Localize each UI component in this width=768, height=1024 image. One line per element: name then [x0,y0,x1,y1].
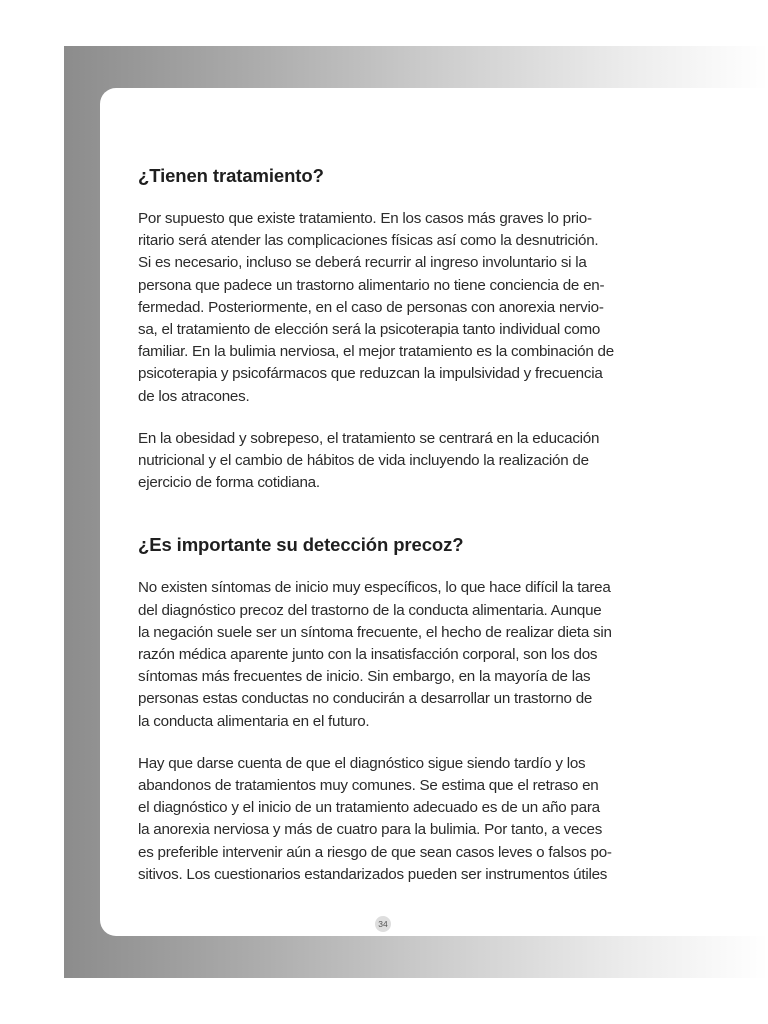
paragraph-treatment-2: En la obesidad y sobrepeso, el tratamiento se centrará en la educación nutricional y el cambio de hábitos de vida incluyendo la realización de ejercicio de forma cotidiana. [138,429,600,492]
section-heading-treatment: ¿Tienen tratamiento? [138,165,324,186]
paragraph-detection-1: No existen síntomas de inicio muy específicos, lo que hace difícil la tarea del diagnóstico precoz del trastorno de la conducta alimentaria. Aunque la negación suele ser un síntoma frecuente, el hecho de realizar dieta sin razón médica aparente junto con la insatisfacción corporal, son los dos síntomas más frecuentes de inicio. Sin embargo, en la mayoría de las personas estas conductas no conducirán a desarrollar un trastorno de la conducta alimentaria en el futuro. [138,579,612,730]
section-heading-early-detection: ¿Es importante su detección precoz? [138,534,464,556]
paragraph-detection-2: Hay que darse cuenta de que el diagnóstico sigue siendo tardío y los abandonos de tratamientos muy comunes. Se estima que el retraso en el diagnóstico y el inicio de un tratamiento adecuado es de un año para la anorexia nerviosa y más de cuatro para la bulimia. Por tanto, a veces es preferible intervenir aún a riesgo de que sean casos leves o falsos po- sitivos. Los cuestionarios estandarizados pueden ser instrumentos útiles [138,754,612,883]
page-content [138,163,630,886]
paragraph-treatment-1: Por supuesto que existe tratamiento. En los casos más graves lo prio- ritario será atender las complicaciones físicas así como la desnutrición. Si es necesario, incluso se deberá recurrir al ingreso involuntario si la persona que padece un trastorno alimentario no tiene conciencia de en- fermedad. Posteriormente, en el caso de personas con anorexia nervio- sa, el tratamiento de elección será la psicoterapia tanto individual como familiar. En la bulimia nerviosa, el mejor tratamiento es la combinación de psicoterapia y psicofármacos que reduzcan la impulsividad y frecuencia de los atracones. [138,210,614,405]
page-number-badge: 34 [375,916,391,932]
